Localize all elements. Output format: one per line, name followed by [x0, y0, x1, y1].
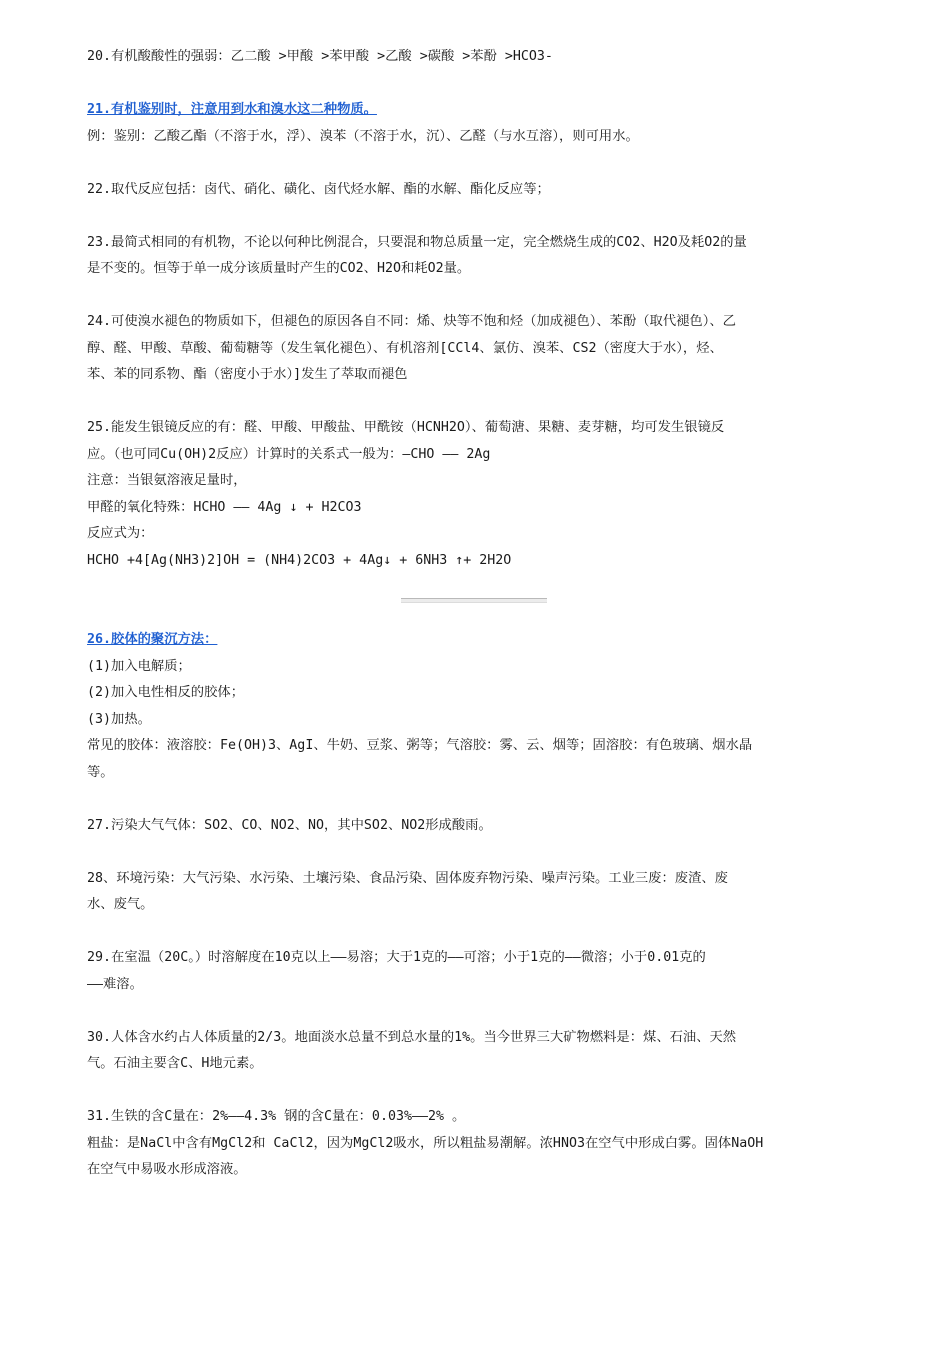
- item-26-method1: (1)加入电解质；: [87, 658, 191, 674]
- item-23-line2: 是不变的。恒等于单一成分该质量时产生的CO2、H2O和耗O2量。: [87, 261, 471, 276]
- item-22: 22.取代反应包括：卤代、硝化、磺化、卤代烃水解、酯的水解、酯化反应等；: [87, 181, 550, 197]
- item-25-formaldehyde: 甲醛的氧化特殊：HCHO —— 4Ag ↓ + H2CO3: [87, 499, 362, 515]
- document-page: [87, 44, 877, 1184]
- item-21-example: 例：鉴别：乙酸乙酯（不溶于水，浮）、溴苯（不溶于水，沉）、乙醛（与水互溶），则可用水。: [87, 128, 639, 144]
- item-26-colloids-line2: 等。: [87, 764, 114, 780]
- heading-21-link[interactable]: 21.有机鉴别时，注意用到水和溴水这二种物质。: [87, 102, 377, 117]
- item-30-line2: 气。石油主要含C、H地元素。: [87, 1056, 263, 1071]
- item-25-line1: 25.能发生银镜反应的有：醛、甲酸、甲酸盐、甲酰铵（HCNH2O）、葡萄溏、果糖、麦芽糖，均可发生银镜反: [87, 420, 725, 435]
- item-28-line2: 水、废气。: [87, 897, 154, 912]
- item-28-line1: 28、环境污染：大气污染、水污染、土壤污染、食品污染、固体废弃物污染、噪声污染。工业三废：废渣、废: [87, 870, 728, 886]
- item-29-line2: ——难溶。: [87, 976, 143, 992]
- item-20: 20.有机酸酸性的强弱：乙二酸 >甲酸 >苯甲酸 >乙酸 >碳酸 >苯酚 >HCO3-: [87, 49, 553, 64]
- item-24-line3: 苯、苯的同系物、酯（密度小于水）]发生了萃取而褪色: [87, 367, 408, 382]
- heading-26-link[interactable]: 26.胶体的聚沉方法：: [87, 632, 218, 647]
- item-25-line2: 应。（也可同Cu(OH)2反应）计算时的关系式一般为：—CHO —— 2Ag: [87, 446, 491, 462]
- item-31-line3: 在空气中易吸水形成溶液。: [87, 1162, 247, 1177]
- item-25-reaction-equation: HCHO +4[Ag(NH3)2]OH = (NH4)2CO3 + 4Ag↓ + 6NH3 ↑+ 2H2O: [87, 552, 512, 568]
- item-26-method2: (2)加入电性相反的胶体；: [87, 685, 244, 700]
- item-23-line1: 23.最简式相同的有机物，不论以何种比例混合，只要混和物总质量一定，完全燃烧生成的CO2、H2O及耗O2的量: [87, 234, 747, 250]
- item-26-colloids-line1: 常见的胶体：液溶胶：Fe(OH)3、AgI、牛奶、豆浆、粥等；气溶胶：雾、云、烟等；固溶胶：有色玻璃、烟水晶: [87, 738, 753, 753]
- item-26-method3: (3)加热。: [87, 711, 151, 727]
- item-31-line1: 31.生铁的含C量在：2%——4.3% 钢的含C量在：0.03%——2% 。: [87, 1109, 466, 1124]
- item-24-line1: 24.可使溴水褪色的物质如下，但褪色的原因各自不同：烯、炔等不饱和烃（加成褪色）、苯酚（取代褪色）、乙: [87, 314, 736, 329]
- item-29-line1: 29.在室温（20C。）时溶解度在10克以上——易溶；大于1克的——可溶；小于1克的——微溶；小于0.01克的: [87, 950, 706, 965]
- item-27: 27.污染大气气体：SO2、CO、NO2、NO，其中SO2、NO2形成酸雨。: [87, 817, 492, 833]
- horizontal-divider: [401, 598, 547, 603]
- item-24-line2: 醇、醛、甲酸、草酸、葡萄糖等（发生氧化褪色）、有机溶剂[CCl4、氯仿、溴苯、CS2（密度大于水），烃、: [87, 340, 723, 356]
- item-31-line2: 粗盐：是NaCl中含有MgCl2和 CaCl2，因为MgCl2吸水，所以粗盐易潮解。浓HNO3在空气中形成白雾。固体NaOH: [87, 1135, 764, 1151]
- item-25-reaction-label: 反应式为：: [87, 526, 154, 541]
- item-25-note: 注意：当银氨溶液足量时，: [87, 473, 247, 488]
- section-divider-wrap: [87, 574, 877, 627]
- item-30-line1: 30.人体含水约占人体质量的2/3。地面淡水总量不到总水量的1%。当今世界三大矿物燃料是：煤、石油、天然: [87, 1029, 737, 1045]
